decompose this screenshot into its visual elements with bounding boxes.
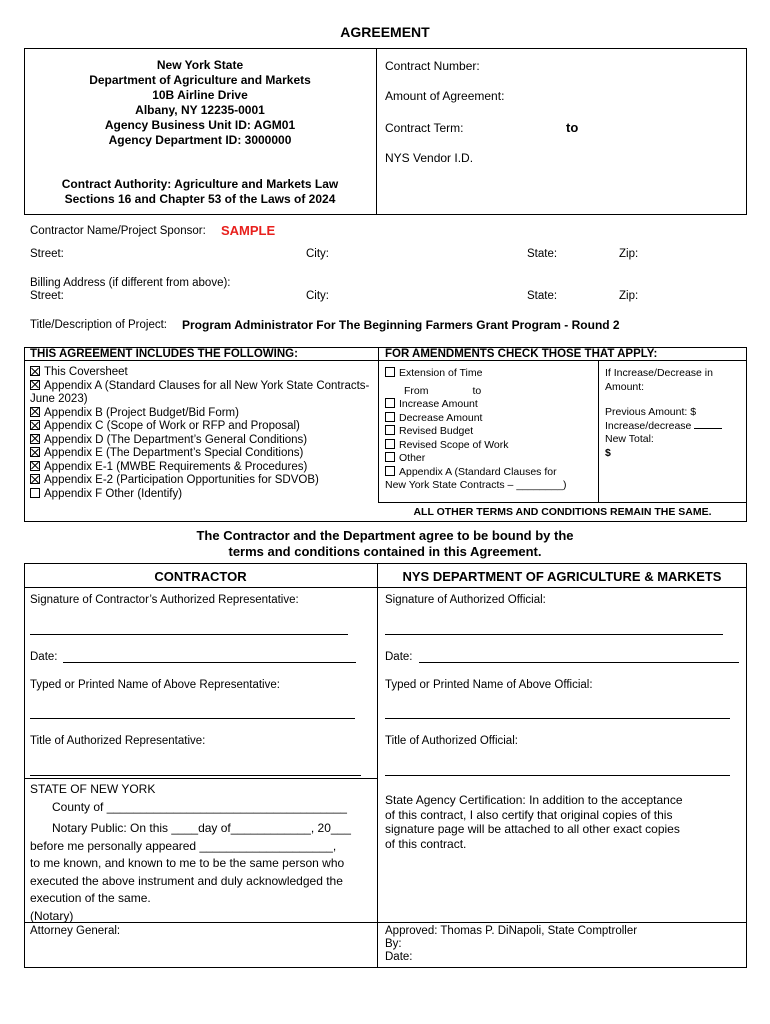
include-item: Appendix E-2 (Participation Opportunities for SDVOB) [30, 474, 369, 488]
checkbox-unchecked[interactable] [30, 488, 40, 498]
official-date-label: Date: [385, 651, 413, 663]
include-item: Appendix F Other (Identify) [30, 488, 369, 502]
contractor-signature-label: Signature of Contractor’s Authorized Representative: [30, 594, 299, 606]
billing-city-label: City: [306, 290, 329, 302]
checkbox-unchecked[interactable] [385, 452, 395, 462]
billing-zip-label: Zip: [619, 290, 639, 302]
amendment-item: Extension of Time [385, 367, 567, 381]
amendment-item: Decrease Amount [385, 412, 567, 426]
contractor-typed-name-label: Typed or Printed Name of Above Representative: [30, 679, 280, 691]
notary-state: STATE OF NEW YORK [30, 782, 156, 796]
certification-line: of this contract, I also certify that original copies of this [385, 807, 673, 822]
include-item: Appendix E-1 (MWBE Requirements & Procedures) [30, 461, 369, 475]
authority-line: Sections 16 and Chapter 53 of the Laws of 2024 [64, 192, 336, 206]
state-agency-certification [385, 793, 683, 851]
agency-line: 10B Airline Drive [152, 88, 248, 102]
include-item: Appendix D (The Department’s General Conditions) [30, 434, 369, 448]
amendment-item: Increase Amount [385, 398, 567, 412]
bound-statement [0, 528, 770, 560]
include-item: Appendix E (The Department’s Special Conditions) [30, 447, 369, 461]
project-label: Title/Description of Project: [30, 319, 167, 331]
contract-number-label: Contract Number: [385, 59, 480, 73]
notary-appeared: before me personally appeared ____________________, [30, 838, 337, 853]
notary-known: execution of the same. [30, 891, 151, 905]
contract-term-to: to [566, 120, 579, 135]
notary-public: Notary Public: On this ____day of____________, 20___ [52, 821, 351, 835]
certification-line: signature page will be attached to all other exact copies [385, 822, 680, 836]
amendment-from-to: From to [404, 384, 482, 397]
amount-change-panel [605, 367, 722, 460]
checkbox-unchecked[interactable] [385, 425, 395, 435]
amendment-item: Other [385, 452, 567, 466]
contractor-title-line[interactable] [30, 775, 361, 776]
official-signature-line[interactable] [385, 634, 723, 635]
agency-line: Agency Department ID: 3000000 [108, 133, 292, 147]
checkbox-checked[interactable] [30, 366, 40, 376]
attorney-general-label: Attorney General: [30, 925, 121, 937]
official-typed-name-label: Typed or Printed Name of Above Official: [385, 679, 593, 691]
new-total-dollar: $ [605, 446, 611, 459]
amount-change-label: Amount: [605, 380, 645, 393]
official-title-label: Title of Authorized Official: [385, 735, 518, 747]
agency-line: New York State [156, 58, 244, 72]
certification-line: State Agency Certification: In addition to the acceptance [385, 793, 683, 807]
bound-line: The Contractor and the Department agree to be bound by the [196, 528, 574, 543]
notary-block [30, 781, 351, 925]
bound-line: terms and conditions contained in this Agreement. [228, 544, 542, 559]
contractor-name-label: Contractor Name/Project Sponsor: [30, 225, 206, 237]
amount-label: Amount of Agreement: [385, 89, 505, 103]
includes-header: THIS AGREEMENT INCLUDES THE FOLLOWING: [30, 348, 298, 360]
agency-line: Albany, NY 12235-0001 [135, 103, 265, 117]
approved-date: Date: [385, 951, 413, 963]
all-other-terms: ALL OTHER TERMS AND CONDITIONS REMAIN THE SAME. [413, 506, 712, 518]
contractor-signature-line[interactable] [30, 634, 348, 635]
checkbox-unchecked[interactable] [385, 439, 395, 449]
if-increase-label: If Increase/Decrease in [605, 367, 713, 379]
approved-by: By: [385, 938, 402, 950]
vendor-id-label: NYS Vendor I.D. [385, 151, 474, 165]
billing-state-label: State: [527, 290, 558, 302]
contract-authority [24, 177, 376, 207]
agency-line: Agency Business Unit ID: AGM01 [104, 118, 296, 132]
contractor-date-line[interactable] [63, 662, 356, 663]
notary-county: County of ____________________________________ [52, 799, 347, 814]
authority-line: Contract Authority: Agriculture and Markets Law [61, 177, 339, 191]
increase-decrease-label: Increase/decrease [605, 420, 722, 434]
contractor-typed-name-line[interactable] [30, 718, 355, 719]
state-label: State: [527, 248, 558, 260]
include-item: Appendix A (Standard Clauses for all New York State Contracts- [30, 380, 369, 394]
official-title-line[interactable] [385, 775, 730, 776]
notary-known: executed the above instrument and duly acknowledged the [30, 873, 343, 888]
zip-label: Zip: [619, 248, 639, 260]
checkbox-checked[interactable] [30, 474, 40, 484]
billing-street-label: Street: [30, 290, 64, 302]
amendment-item: Revised Budget [385, 425, 567, 439]
checkbox-checked[interactable] [30, 447, 40, 457]
agency-address [24, 58, 376, 148]
includes-list [30, 366, 369, 501]
checkbox-checked[interactable] [30, 420, 40, 430]
include-item: Appendix C (Scope of Work or RFP and Proposal) [30, 420, 369, 434]
checkbox-checked[interactable] [30, 434, 40, 444]
contractor-name-value: SAMPLE [221, 223, 276, 238]
amendment-item-continuation: New York State Contracts – ________) [385, 479, 567, 491]
checkbox-checked[interactable] [30, 380, 40, 390]
amendment-item: Appendix A (Standard Clauses for [385, 466, 567, 480]
project-value: Program Administrator For The Beginning Farmers Grant Program - Round 2 [182, 318, 620, 332]
contractor-header: CONTRACTOR [154, 569, 247, 584]
billing-label: Billing Address (if different from above): [30, 277, 231, 289]
official-typed-name-line[interactable] [385, 718, 730, 719]
include-item: This Coversheet [30, 366, 369, 380]
checkbox-checked[interactable] [30, 407, 40, 417]
checkbox-unchecked[interactable] [385, 398, 395, 408]
new-total-label: New Total: [605, 433, 654, 445]
previous-amount-label: Previous Amount: $ [605, 406, 697, 418]
agency-line: Department of Agriculture and Markets [89, 73, 311, 87]
checkbox-unchecked[interactable] [385, 412, 395, 422]
approved-line: Approved: Thomas P. DiNapoli, State Comptroller [385, 925, 638, 937]
checkbox-checked[interactable] [30, 461, 40, 471]
city-label: City: [306, 248, 329, 260]
page-title: AGREEMENT [340, 24, 430, 40]
street-label: Street: [30, 248, 64, 260]
official-date-line[interactable] [419, 662, 739, 663]
include-item: Appendix B (Project Budget/Bid Form) [30, 407, 369, 421]
certification-line: of this contract. [385, 836, 467, 851]
amendments-header: FOR AMENDMENTS CHECK THOSE THAT APPLY: [385, 348, 658, 360]
contractor-date-label: Date: [30, 651, 58, 663]
checkbox-unchecked[interactable] [385, 466, 395, 476]
include-item-continuation: June 2023) [30, 393, 88, 405]
department-header: NYS DEPARTMENT OF AGRICULTURE & MARKETS [402, 569, 722, 584]
official-signature-label: Signature of Authorized Official: [385, 594, 546, 606]
amendment-item: Revised Scope of Work [385, 439, 567, 453]
notary-label: (Notary) [30, 908, 74, 923]
checkbox-unchecked[interactable] [385, 367, 395, 377]
contract-term-label: Contract Term: [385, 121, 464, 135]
amendment-list [385, 367, 567, 493]
comptroller-approval [385, 925, 637, 964]
contractor-title-label: Title of Authorized Representative: [30, 735, 206, 747]
notary-known: to me known, and known to me to be the same person who [30, 856, 345, 870]
